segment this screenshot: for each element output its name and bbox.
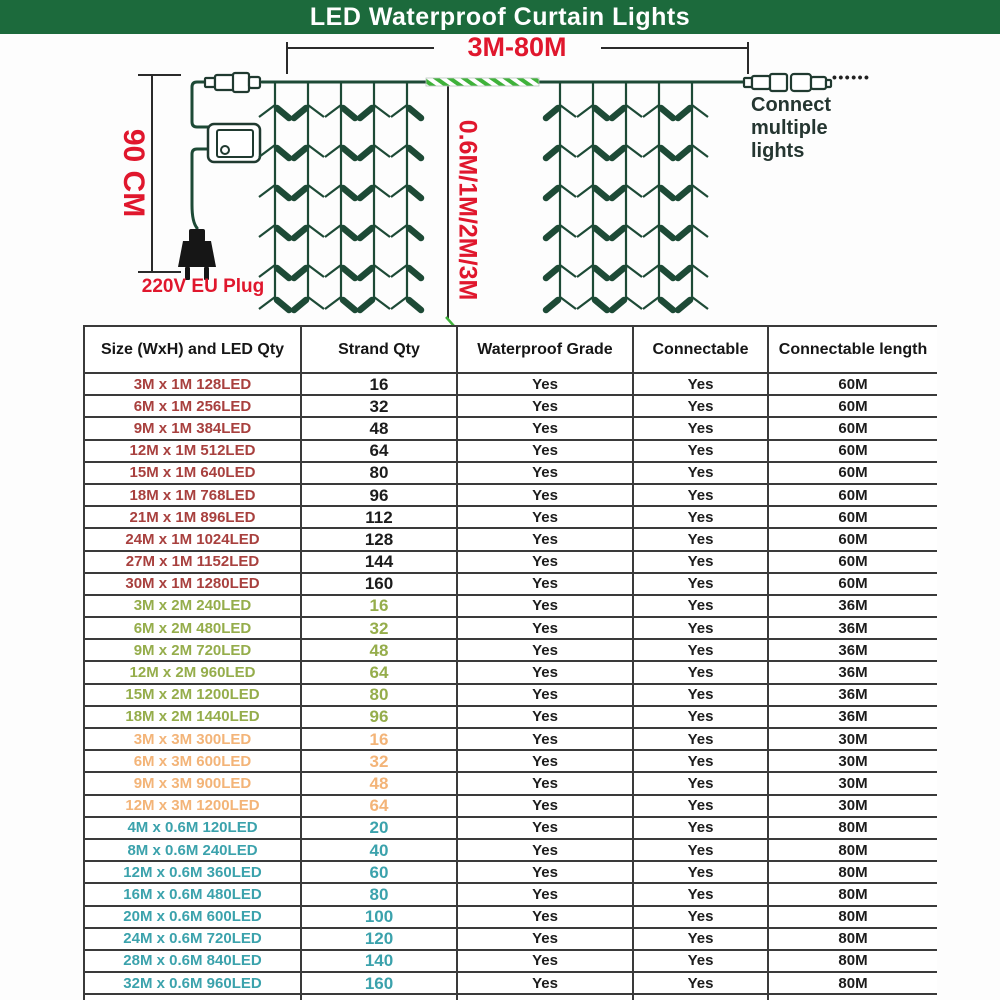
table-cell: 21M x 1M 896LED bbox=[84, 506, 301, 528]
table-cell: 9M x 1M 384LED bbox=[84, 417, 301, 439]
connector-dots: •••••• bbox=[832, 69, 871, 85]
plug-label: 220V EU Plug bbox=[141, 276, 265, 297]
strand-wire bbox=[560, 82, 576, 309]
table-cell: 32 bbox=[301, 750, 457, 772]
table-cell: 36M bbox=[768, 706, 937, 728]
table-row bbox=[84, 861, 937, 883]
table-cell: 80M bbox=[768, 906, 937, 928]
table-cell: Yes bbox=[633, 684, 768, 706]
table-cell: Yes bbox=[457, 639, 633, 661]
table-row bbox=[84, 528, 937, 550]
table-row bbox=[84, 972, 937, 994]
table-cell: 27M x 1M 1152LED bbox=[84, 551, 301, 573]
green-tick bbox=[446, 317, 454, 325]
table-cell bbox=[84, 994, 301, 1000]
table-row bbox=[84, 950, 937, 972]
table-row bbox=[84, 551, 937, 573]
led-bulbs bbox=[546, 108, 558, 310]
table-cell: 60M bbox=[768, 417, 937, 439]
table-cell: 80M bbox=[768, 883, 937, 905]
table-cell: 112 bbox=[301, 506, 457, 528]
table-cell: 60M bbox=[768, 373, 937, 395]
table-cell bbox=[633, 994, 768, 1000]
table-row bbox=[84, 617, 937, 639]
strand-wire bbox=[259, 82, 275, 309]
table-cell: 80M bbox=[768, 972, 937, 994]
table-cell: 36M bbox=[768, 684, 937, 706]
table-cell: Yes bbox=[633, 795, 768, 817]
drop-height-label: 0.6M/1M/2M/3M bbox=[453, 119, 482, 301]
table-cell: 12M x 0.6M 360LED bbox=[84, 861, 301, 883]
table-cell: Yes bbox=[457, 595, 633, 617]
table-cell: Yes bbox=[457, 395, 633, 417]
table-cell: 40 bbox=[301, 839, 457, 861]
table-cell: 30M bbox=[768, 750, 937, 772]
table-cell: Yes bbox=[633, 506, 768, 528]
table-cell: 144 bbox=[301, 551, 457, 573]
table-cell: 60M bbox=[768, 395, 937, 417]
table-cell: 140 bbox=[301, 950, 457, 972]
table-cell: 160 bbox=[301, 972, 457, 994]
led-bulbs bbox=[343, 108, 355, 310]
table-cell: 28M x 0.6M 840LED bbox=[84, 950, 301, 972]
table-cell: 20M x 0.6M 600LED bbox=[84, 906, 301, 928]
table-cell: Yes bbox=[457, 728, 633, 750]
table-cell: 30M bbox=[768, 772, 937, 794]
table-cell: Yes bbox=[633, 661, 768, 683]
table-cell: 30M x 1M 1280LED bbox=[84, 573, 301, 595]
table-cell: 32M x 0.6M 960LED bbox=[84, 972, 301, 994]
table-cell: Yes bbox=[457, 839, 633, 861]
table-cell: Yes bbox=[633, 728, 768, 750]
table-cell: 120 bbox=[301, 928, 457, 950]
table-cell: Yes bbox=[457, 817, 633, 839]
table-row bbox=[84, 484, 937, 506]
table-row bbox=[84, 817, 937, 839]
table-row bbox=[84, 728, 937, 750]
table-cell: 48 bbox=[301, 639, 457, 661]
led-bulbs bbox=[678, 108, 690, 310]
table-cell: Yes bbox=[633, 950, 768, 972]
table-cell: Yes bbox=[457, 684, 633, 706]
table-row bbox=[84, 595, 937, 617]
table-cell: Yes bbox=[633, 750, 768, 772]
table-cell: Yes bbox=[633, 928, 768, 950]
table-cell: Yes bbox=[633, 617, 768, 639]
table-cell: Yes bbox=[457, 617, 633, 639]
spec-table-container bbox=[83, 325, 937, 1000]
table-cell: Yes bbox=[457, 373, 633, 395]
table-cell: Yes bbox=[633, 906, 768, 928]
table-cell bbox=[301, 994, 457, 1000]
page-title: LED Waterproof Curtain Lights bbox=[309, 2, 691, 31]
table-cell: Yes bbox=[457, 440, 633, 462]
table-cell: Yes bbox=[633, 883, 768, 905]
table-row bbox=[84, 839, 937, 861]
table-cell: Yes bbox=[633, 395, 768, 417]
strand-wire bbox=[391, 82, 407, 309]
eu-plug-icon bbox=[178, 229, 216, 280]
table-cell: 64 bbox=[301, 440, 457, 462]
table-cell: 32 bbox=[301, 395, 457, 417]
controller-box-icon bbox=[208, 124, 260, 162]
table-cell: 3M x 1M 128LED bbox=[84, 373, 301, 395]
table-cell: 30M bbox=[768, 795, 937, 817]
table-row bbox=[84, 573, 937, 595]
table-row bbox=[84, 883, 937, 905]
table-row bbox=[84, 395, 937, 417]
column-header-connectable: Connectable bbox=[633, 326, 768, 373]
table-cell: 60M bbox=[768, 573, 937, 595]
connect-note: Connect multiple lights bbox=[751, 94, 831, 162]
table-cell: 36M bbox=[768, 639, 937, 661]
column-header-strand: Strand Qty bbox=[301, 326, 457, 373]
table-cell: 80M bbox=[768, 950, 937, 972]
table-cell: Yes bbox=[633, 373, 768, 395]
table-cell: Yes bbox=[633, 595, 768, 617]
table-row bbox=[84, 661, 937, 683]
column-header-length: Connectable length bbox=[768, 326, 937, 373]
table-cell: 80M bbox=[768, 817, 937, 839]
table-cell: Yes bbox=[457, 551, 633, 573]
table-cell: 36M bbox=[768, 661, 937, 683]
table-row bbox=[84, 706, 937, 728]
table-cell: 80 bbox=[301, 883, 457, 905]
table-cell bbox=[457, 994, 633, 1000]
table-cell: 60M bbox=[768, 440, 937, 462]
table-cell: Yes bbox=[457, 906, 633, 928]
table-cell: Yes bbox=[633, 484, 768, 506]
led-bulbs bbox=[612, 108, 624, 310]
strand-wire bbox=[374, 82, 390, 309]
table-cell: 6M x 1M 256LED bbox=[84, 395, 301, 417]
table-row bbox=[84, 417, 937, 439]
table-cell: Yes bbox=[633, 972, 768, 994]
extension-connectors-icon bbox=[744, 74, 831, 91]
table-cell: 80M bbox=[768, 928, 937, 950]
table-cell: Yes bbox=[457, 661, 633, 683]
table-cell: 8M x 0.6M 240LED bbox=[84, 839, 301, 861]
table-cell: 60M bbox=[768, 551, 937, 573]
table-cell: 24M x 1M 1024LED bbox=[84, 528, 301, 550]
table-cell: Yes bbox=[633, 639, 768, 661]
table-cell: Yes bbox=[633, 772, 768, 794]
table-cell: 60M bbox=[768, 484, 937, 506]
table-row bbox=[84, 440, 937, 462]
table-cell: Yes bbox=[457, 950, 633, 972]
table-cell: 12M x 3M 1200LED bbox=[84, 795, 301, 817]
table-cell: Yes bbox=[457, 795, 633, 817]
table-cell: 96 bbox=[301, 706, 457, 728]
table-cell: Yes bbox=[633, 417, 768, 439]
table-cell: 80 bbox=[301, 462, 457, 484]
table-row bbox=[84, 506, 937, 528]
strand-wire bbox=[626, 82, 642, 309]
partial-row bbox=[84, 994, 937, 1000]
table-cell: 18M x 2M 1440LED bbox=[84, 706, 301, 728]
table-cell: Yes bbox=[457, 928, 633, 950]
table-cell: 80M bbox=[768, 861, 937, 883]
table-cell: Yes bbox=[633, 551, 768, 573]
table-cell: 48 bbox=[301, 417, 457, 439]
table-cell: Yes bbox=[457, 972, 633, 994]
table-cell: 3M x 2M 240LED bbox=[84, 595, 301, 617]
table-cell: 32 bbox=[301, 617, 457, 639]
table-cell: Yes bbox=[633, 839, 768, 861]
table-cell: 15M x 2M 1200LED bbox=[84, 684, 301, 706]
table-cell: Yes bbox=[457, 883, 633, 905]
table-cell: 4M x 0.6M 120LED bbox=[84, 817, 301, 839]
table-cell: Yes bbox=[457, 706, 633, 728]
table-cell: 6M x 3M 600LED bbox=[84, 750, 301, 772]
table-cell: 128 bbox=[301, 528, 457, 550]
table-row bbox=[84, 928, 937, 950]
table-cell: 16M x 0.6M 480LED bbox=[84, 883, 301, 905]
table-cell: 9M x 2M 720LED bbox=[84, 639, 301, 661]
table-cell: 12M x 2M 960LED bbox=[84, 661, 301, 683]
table-cell: Yes bbox=[457, 506, 633, 528]
table-cell: 64 bbox=[301, 661, 457, 683]
table-cell bbox=[768, 994, 937, 1000]
table-cell: Yes bbox=[633, 861, 768, 883]
table-cell: 48 bbox=[301, 772, 457, 794]
strand-wire bbox=[577, 82, 593, 309]
table-cell: Yes bbox=[457, 417, 633, 439]
led-bulbs bbox=[409, 108, 421, 310]
led-bulbs bbox=[360, 108, 372, 310]
table-row bbox=[84, 795, 937, 817]
table-cell: Yes bbox=[457, 462, 633, 484]
table-cell: Yes bbox=[457, 861, 633, 883]
plug-connector-icon bbox=[205, 73, 260, 92]
table-cell: Yes bbox=[633, 573, 768, 595]
table-cell: Yes bbox=[633, 440, 768, 462]
table-row bbox=[84, 373, 937, 395]
table-cell: 24M x 0.6M 720LED bbox=[84, 928, 301, 950]
table-cell: 16 bbox=[301, 373, 457, 395]
table-cell: Yes bbox=[633, 528, 768, 550]
table-cell: 60 bbox=[301, 861, 457, 883]
table-row bbox=[84, 684, 937, 706]
table-row bbox=[84, 750, 937, 772]
table-cell: 60M bbox=[768, 528, 937, 550]
led-bulbs bbox=[661, 108, 673, 310]
table-cell: 36M bbox=[768, 617, 937, 639]
table-cell: 60M bbox=[768, 462, 937, 484]
led-bulbs bbox=[294, 108, 306, 310]
table-cell: 80M bbox=[768, 839, 937, 861]
column-header-size: Size (WxH) and LED Qty bbox=[84, 326, 301, 373]
width-dimension-label: 3M-80M bbox=[467, 32, 567, 62]
table-cell: Yes bbox=[633, 462, 768, 484]
table-cell: 3M x 3M 300LED bbox=[84, 728, 301, 750]
table-cell: 96 bbox=[301, 484, 457, 506]
curtain-light-strands bbox=[259, 82, 708, 310]
table-cell: 16 bbox=[301, 728, 457, 750]
table-cell: 12M x 1M 512LED bbox=[84, 440, 301, 462]
table-cell: 36M bbox=[768, 595, 937, 617]
table-row bbox=[84, 906, 937, 928]
table-row bbox=[84, 639, 937, 661]
table-cell: 160 bbox=[301, 573, 457, 595]
strand-wire bbox=[308, 82, 324, 309]
strand-wire bbox=[325, 82, 341, 309]
table-cell: Yes bbox=[457, 573, 633, 595]
table-cell: 9M x 3M 900LED bbox=[84, 772, 301, 794]
table-cell: Yes bbox=[457, 750, 633, 772]
table-cell: Yes bbox=[633, 817, 768, 839]
table-cell: 6M x 2M 480LED bbox=[84, 617, 301, 639]
strand-wire bbox=[643, 82, 659, 309]
table-cell: Yes bbox=[457, 772, 633, 794]
table-cell: 100 bbox=[301, 906, 457, 928]
table-cell: 16 bbox=[301, 595, 457, 617]
table-row bbox=[84, 772, 937, 794]
spec-table bbox=[83, 325, 937, 1000]
table-cell: Yes bbox=[457, 528, 633, 550]
table-cell: 80 bbox=[301, 684, 457, 706]
table-cell: 30M bbox=[768, 728, 937, 750]
strand-wire bbox=[692, 82, 708, 309]
header-row bbox=[84, 326, 937, 373]
column-header-waterproof: Waterproof Grade bbox=[457, 326, 633, 373]
table-cell: 60M bbox=[768, 506, 937, 528]
height-dimension-label: 90 CM bbox=[117, 128, 150, 218]
table-cell: 15M x 1M 640LED bbox=[84, 462, 301, 484]
table-cell: 20 bbox=[301, 817, 457, 839]
table-cell: 18M x 1M 768LED bbox=[84, 484, 301, 506]
table-cell: Yes bbox=[633, 706, 768, 728]
extension-wire-striped bbox=[426, 78, 539, 86]
table-cell: Yes bbox=[457, 484, 633, 506]
table-cell: 64 bbox=[301, 795, 457, 817]
table-row bbox=[84, 462, 937, 484]
led-bulbs bbox=[595, 108, 607, 310]
